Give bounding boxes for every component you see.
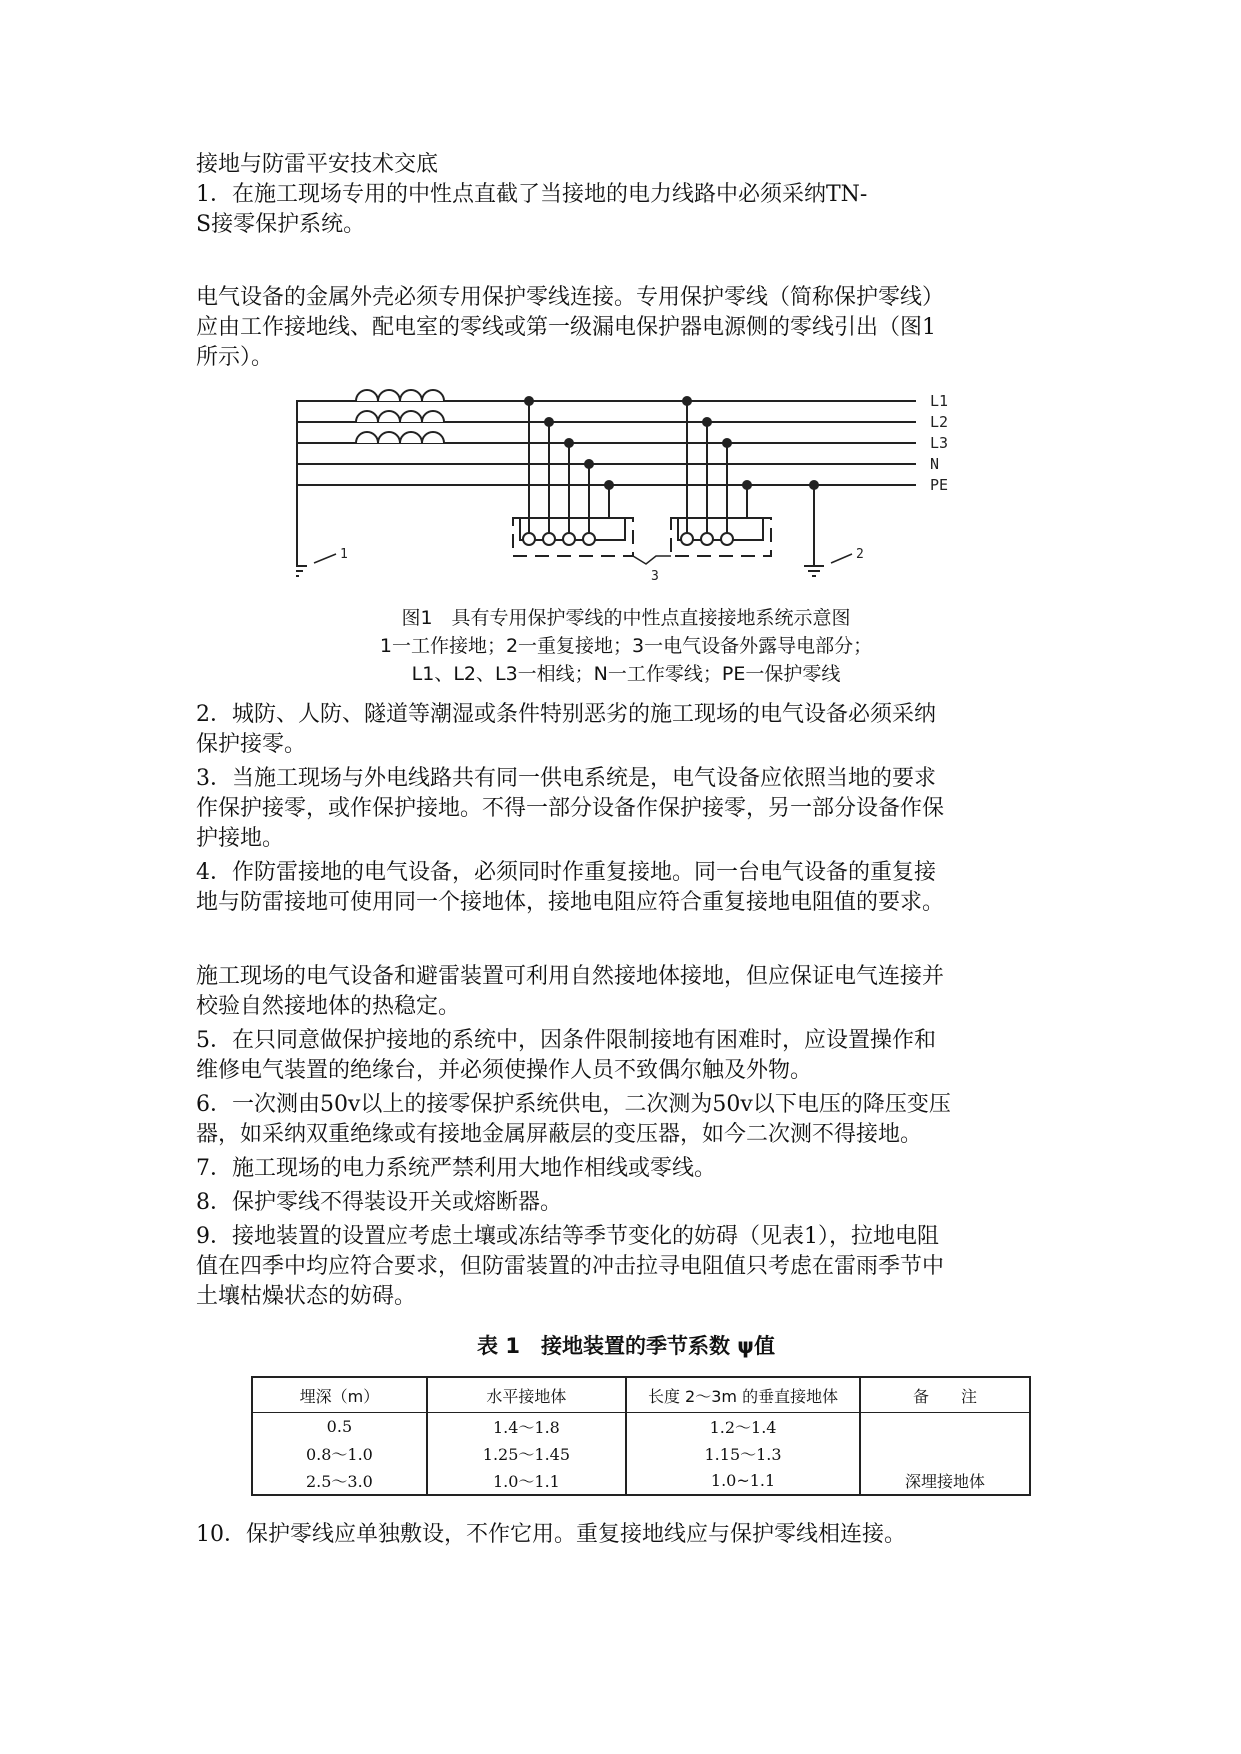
header-remarks: 备 注	[860, 1377, 1030, 1413]
paragraph-line: 1．在施工现场专用的中性点直截了当接地的电力线路中必须采纳TN-	[196, 182, 868, 207]
header-depth: 埋深（m）	[252, 1377, 427, 1413]
paragraph-line: 地与防雷接地可使用同一个接地体，接地电阻应符合重复接地电阻值的要求。	[196, 890, 945, 915]
ref-1: 1	[340, 547, 348, 562]
device-1	[513, 397, 633, 556]
paragraph-line: 10．保护零线应单独敷设，不作它用。重复接地线应与保护零线相连接。	[196, 1522, 906, 1547]
table-cell: 2.5～3.0	[252, 1467, 427, 1495]
label-l3: L3	[930, 434, 949, 452]
table-cell: 1.25～1.45	[427, 1440, 626, 1467]
figure-caption: 图1 具有专用保护零线的中性点直接接地系统示意图	[401, 607, 851, 629]
header-vertical: 长度 2～3m 的垂直接地体	[626, 1377, 860, 1413]
table-cell	[860, 1413, 1030, 1441]
coil-l2	[356, 411, 444, 422]
season-coefficient-table	[251, 1376, 1031, 1496]
paragraph-line: 2．城防、人防、隧道等潮湿或条件特别恶劣的施工现场的电气设备必须采纳	[196, 702, 936, 727]
paragraph-line: 维修电气装置的绝缘台，并必须使操作人员不致偶尔触及外物。	[196, 1058, 813, 1083]
ref-3: 3	[651, 569, 659, 584]
paragraph-line: 保护接零。	[196, 732, 307, 757]
label-pe: PE	[930, 476, 949, 494]
paragraph-line: S接零保护系统。	[196, 212, 366, 237]
paragraph-line: 值在四季中均应符合要求，但防雷装置的冲击拉寻电阻值只考虑在雷雨季节中	[196, 1254, 945, 1279]
header-horizontal: 水平接地体	[427, 1377, 626, 1413]
label-l2: L2	[930, 413, 949, 431]
paragraph-line: 7．施工现场的电力系统严禁利用大地作相线或零线。	[196, 1156, 716, 1181]
figure-legend: 1一工作接地；2一重复接地；3一电气设备外露导电部分；	[379, 635, 873, 657]
label-l1: L1	[930, 392, 949, 410]
paragraph-line: 应由工作接地线、配电室的零线或第一级漏电保护器电源侧的零线引出（图1	[196, 315, 936, 340]
table-cell: 深埋接地体	[860, 1467, 1030, 1495]
coil-l1	[356, 390, 444, 401]
table-cell: 1.0~1.1	[626, 1467, 860, 1495]
table-cell: 1.0～1.1	[427, 1467, 626, 1495]
paragraph-line: 4．作防雷接地的电气设备，必须同时作重复接地。同一台电气设备的重复接	[196, 860, 936, 885]
label-n: N	[930, 455, 940, 473]
paragraph-line: 5．在只同意做保护接地的系统中，因条件限制接地有困难时，应设置操作和	[196, 1028, 936, 1053]
doc-title: 接地与防雷平安技术交底	[196, 152, 439, 177]
figure-legend: L1、L2、L3一相线；N一工作零线；PE一保护零线	[411, 663, 841, 685]
paragraph-line: 土壤枯燥状态的妨碍。	[196, 1284, 417, 1309]
paragraph-line: 所示）。	[196, 345, 274, 370]
paragraph-line: 护接地。	[196, 826, 285, 851]
paragraph-line: 施工现场的电气设备和避雷装置可利用自然接地体接地，但应保证电气连接并	[196, 964, 945, 989]
paragraph-line: 校验自然接地体的热稳定。	[196, 994, 461, 1019]
table-cell: 1.4～1.8	[427, 1413, 626, 1441]
table-row	[252, 1440, 1030, 1467]
table-cell: 1.15～1.3	[626, 1440, 860, 1467]
table-cell: 1.2～1.4	[626, 1413, 860, 1441]
table-cell	[860, 1440, 1030, 1467]
grounding-diagram	[296, 388, 966, 598]
coil-l3	[356, 432, 444, 443]
paragraph-line: 作保护接零，或作保护接地。不得一部分设备作保护接零，另一部分设备作保	[196, 796, 945, 821]
paragraph-line: 3．当施工现场与外电线路共有同一供电系统是，电气设备应依照当地的要求	[196, 766, 936, 791]
paragraph-line: 8．保护零线不得装设开关或熔断器。	[196, 1190, 562, 1215]
paragraph-line: 器，如采纳双重绝缘或有接地金属屏蔽层的变压器，如今二次测不得接地。	[196, 1122, 923, 1147]
paragraph-line: 6．一次测由50v以上的接零保护系统供电，二次测为50v以下电压的降压变压	[196, 1092, 951, 1117]
paragraph-line: 电气设备的金属外壳必须专用保护零线连接。专用保护零线（简称保护零线）	[196, 285, 945, 310]
ref-2: 2	[856, 547, 864, 562]
table-title: 表 1 接地装置的季节系数 ψ值	[477, 1334, 775, 1358]
table-row	[252, 1413, 1030, 1441]
table-cell: 0.5	[252, 1413, 427, 1441]
table-header-row	[252, 1377, 1030, 1413]
device-2	[671, 397, 771, 556]
paragraph-line: 9．接地装置的设置应考虑土壤或冻结等季节变化的妨碍（见表1），拉地电阻	[196, 1224, 939, 1249]
table-cell: 0.8～1.0	[252, 1440, 427, 1467]
table-row	[252, 1467, 1030, 1495]
